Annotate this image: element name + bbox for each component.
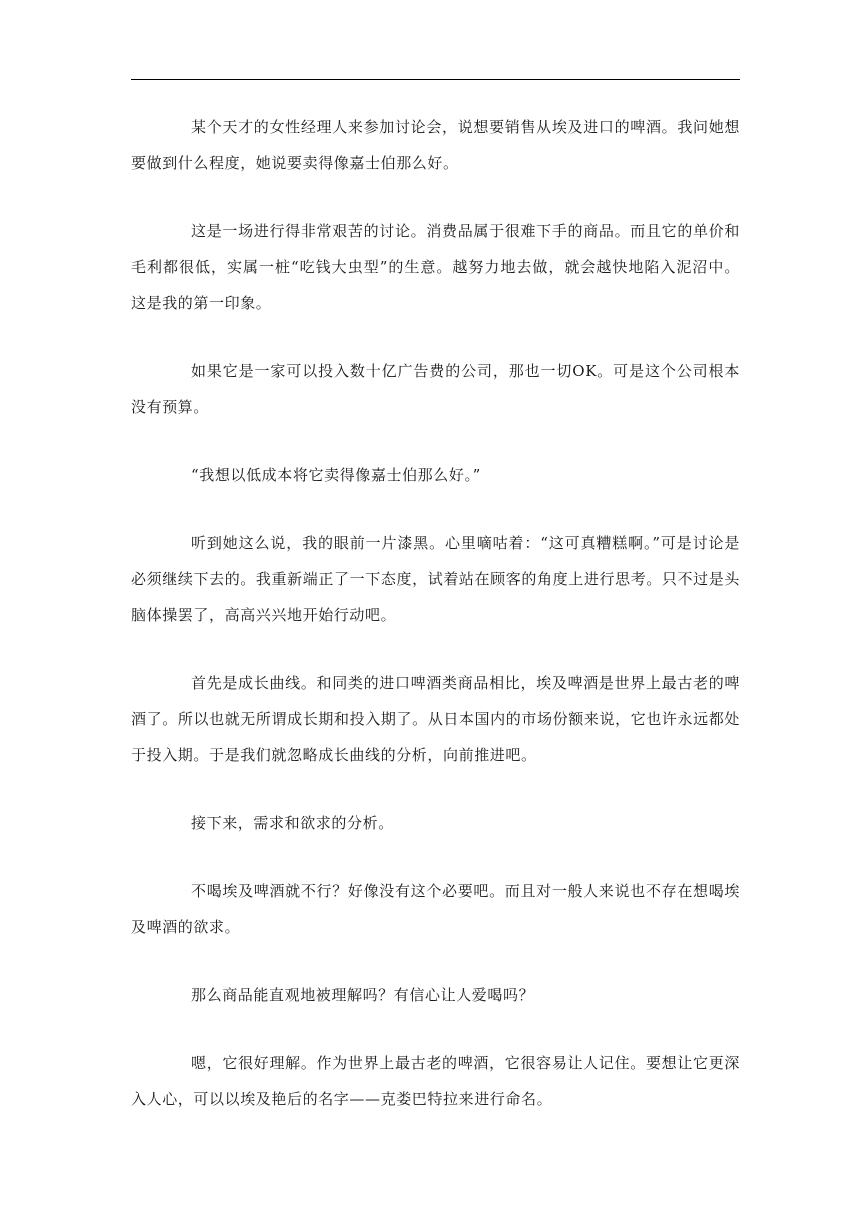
header-rule [131,79,740,80]
paragraph-5: 听到她这么说，我的眼前一片漆黑。心里嘀咕着：“这可真糟糕啊。”可是讨论是必须继续下去的。我重新端正了一下态度，试着站在顾客的角度上进行思考。只不过是头脑体操罢了，高高兴兴地开始行动吧。 [131,534,740,624]
paragraph-8: 不喝埃及啤酒就不行？好像没有这个必要吧。而且对一般人来说也不存在想喝埃及啤酒的欲求。 [131,882,740,936]
paragraph-6: 首先是成长曲线。和同类的进口啤酒类商品相比，埃及啤酒是世界上最古老的啤酒了。所以也就无所谓成长期和投入期了。从日本国内的市场份额来说，它也许永远都处于投入期。于是我们就忽略成长曲线的分析，向前推进吧。 [131,674,740,764]
body-text [131,109,740,1149]
paragraph-1: 某个天才的女性经理人来参加讨论会，说想要销售从埃及进口的啤酒。我问她想要做到什么程度，她说要卖得像嘉士伯那么好。 [131,118,740,172]
paragraph-9: 那么商品能直观地被理解吗？有信心让人爱喝吗？ [191,986,535,1004]
paragraph-4: “我想以低成本将它卖得像嘉士伯那么好。” [191,466,481,484]
paragraph-3: 如果它是一家可以投入数十亿广告费的公司，那也一切OK。可是这个公司根本没有预算。 [131,362,740,416]
paragraph-10: 嗯，它很好理解。作为世界上最古老的啤酒，它很容易让人记住。要想让它更深入人心，可以以埃及艳后的名字——克娄巴特拉来进行命名。 [131,1054,740,1108]
paragraph-2: 这是一场进行得非常艰苦的讨论。消费品属于很难下手的商品。而且它的单价和毛利都很低，实属一桩“吃钱大虫型”的生意。越努力地去做，就会越快地陷入泥沼中。这是我的第一印象。 [131,222,740,312]
paragraph-7: 接下来，需求和欲求的分析。 [191,814,394,832]
